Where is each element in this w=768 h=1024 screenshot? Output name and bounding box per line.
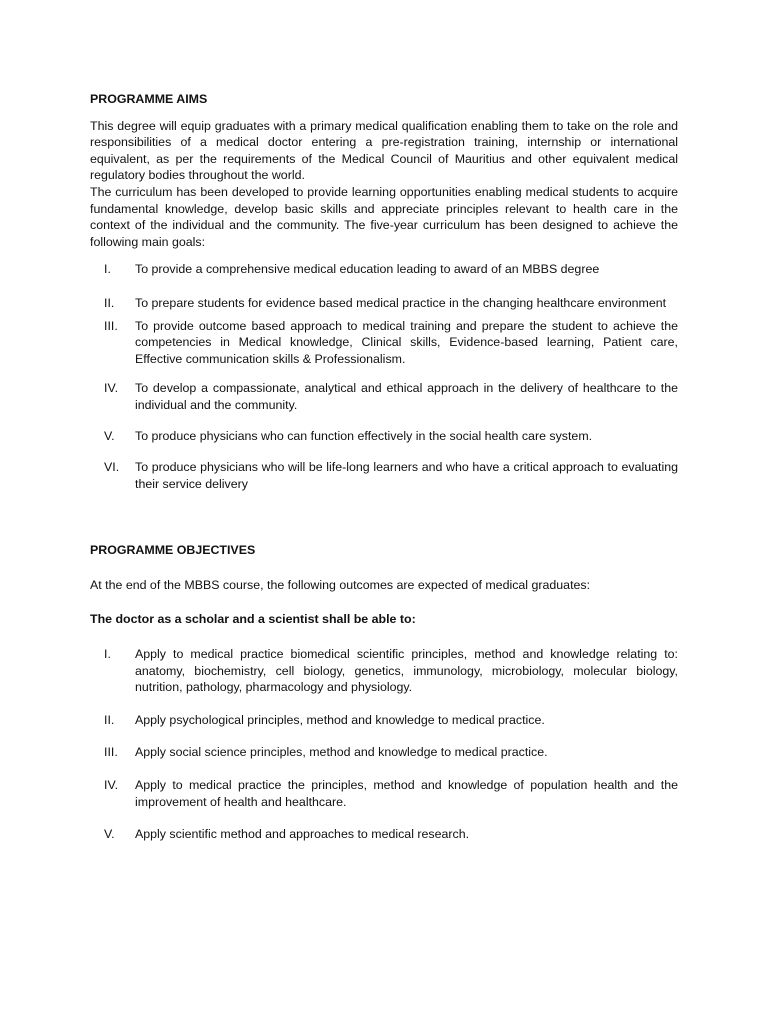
list-item: [90, 295, 678, 312]
list-item-text: Apply to medical practice biomedical scientific principles, method and knowledge relating to: anatomy, biochemistry, cell biology, genetics, immunology, microbiology, molecular biology, nutrition, pathology, pharmacology and physiology.: [135, 647, 678, 695]
objectives-subheading: The doctor as a scholar and a scientist shall be able to:: [90, 612, 416, 627]
list-item-text: To produce physicians who can function effectively in the social health care system.: [135, 428, 593, 443]
list-item: [90, 459, 678, 492]
list-item: [90, 777, 678, 810]
list-item-number: I.: [104, 647, 111, 662]
document-page: [90, 91, 678, 843]
list-item-number: III.: [104, 318, 118, 333]
list-item: [90, 380, 678, 413]
objectives-intro: At the end of the MBBS course, the following outcomes are expected of medical graduates:: [90, 577, 591, 592]
list-item: [90, 744, 678, 761]
list-item-number: III.: [104, 745, 118, 760]
aims-paragraph-2: The curriculum has been developed to provide learning opportunities enabling medical students to acquire fundamental knowledge, develop basic skills and appreciate principles relevant to health care in the context of the individual and the community. The five-year curriculum has been designed to achieve the following main goals:: [90, 184, 678, 249]
list-item-text: To prepare students for evidence based medical practice in the changing healthcare environment: [135, 295, 667, 310]
list-item-number: V.: [104, 428, 115, 443]
list-item-number: II.: [104, 295, 115, 310]
list-item-number: II.: [104, 712, 115, 727]
list-item-text: To develop a compassionate, analytical and ethical approach in the delivery of healthcare to the individual and the community.: [135, 381, 678, 412]
list-item-number: IV.: [104, 381, 119, 396]
list-item-number: V.: [104, 827, 115, 842]
list-item: [90, 646, 678, 696]
list-item-number: VI.: [104, 460, 120, 475]
list-item-number: I.: [104, 262, 111, 277]
list-item: [90, 261, 678, 278]
list-item-text: To provide outcome based approach to medical training and prepare the student to achieve the competencies in Medical knowledge, Clinical skills, Evidence-based learning, Patient care, Effective communication skills & Professionalism.: [135, 318, 678, 366]
list-item-text: To provide a comprehensive medical education leading to award of an MBBS degree: [135, 262, 600, 277]
aims-list: [90, 261, 678, 492]
list-item-number: IV.: [104, 778, 119, 793]
objectives-heading: PROGRAMME OBJECTIVES: [90, 543, 256, 558]
list-item-text: Apply to medical practice the principles, method and knowledge of population health and the improvement of health and healthcare.: [135, 778, 678, 809]
list-item-text: To produce physicians who will be life-long learners and who have a critical approach to evaluating their service delivery: [135, 460, 678, 491]
list-item: [90, 826, 678, 843]
aims-heading: PROGRAMME AIMS: [90, 92, 208, 106]
list-item: [90, 712, 678, 729]
list-item-text: Apply scientific method and approaches to medical research.: [135, 827, 470, 842]
list-item: [90, 318, 678, 368]
objectives-list: [90, 646, 678, 843]
list-item-text: Apply psychological principles, method and knowledge to medical practice.: [135, 712, 545, 727]
list-item-text: Apply social science principles, method and knowledge to medical practice.: [135, 745, 548, 760]
aims-paragraph-1: This degree will equip graduates with a primary medical qualification enabling them to take on the role and responsibilities of a medical doctor entering a pre-registration training, internship or international equivalent, as per the requirements of the Medical Council of Mauritius and other equivalent medical regulatory bodies throughout the world.: [90, 118, 678, 183]
list-item: [90, 428, 678, 445]
